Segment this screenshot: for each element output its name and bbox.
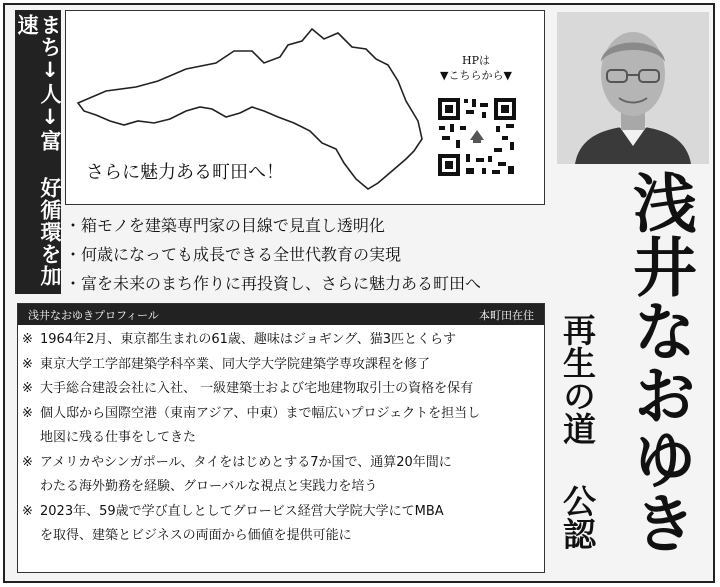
list-item-continuation: わたる海外勤務を経験、グローバルな視点と実践力を培う [40, 479, 378, 494]
reference-mark: ※ [22, 503, 33, 519]
policy-item: ・箱モノを建築専門家の目線で見直し透明化 [65, 216, 385, 235]
qr-code-icon[interactable] [436, 96, 518, 178]
reference-mark: ※ [22, 454, 33, 470]
list-item: ※ 2023年、59歳で学び直しとしてグロービス経営大学院大学にてMBA [22, 500, 540, 525]
profile-list [18, 328, 544, 549]
reference-mark: ※ [22, 332, 33, 347]
map-panel [65, 10, 545, 205]
profile-residence: 本町田在住 [479, 308, 534, 322]
qr-label-line2: ▼こちらから▼ [440, 69, 512, 82]
party-endorsement: 再生の道 公認 [558, 313, 597, 550]
qr-label [435, 53, 517, 83]
list-item: ※ アメリカやシンガポール、タイをはじめとする7か国で、通算20年間に [22, 451, 540, 476]
list-item: ※ 個人邸から国際空港（東南アジア、中東）まで幅広いプロジェクトを担当し [22, 402, 540, 427]
policy-item: ・何歳になっても成長できる全世代教育の実現 [65, 245, 402, 264]
reference-mark: ※ [22, 356, 33, 372]
candidate-name: 浅井なおゆき [622, 170, 696, 554]
candidate-photo [557, 12, 709, 164]
policy-item: ・富を未来のまち作りに再投資し、さらに魅力ある町田へ [65, 274, 482, 293]
list-item: ※ 東京大学工学部建築学科卒業、同大学大学院建築学専攻課程を修了 [22, 353, 540, 378]
reference-mark: ※ [22, 405, 33, 421]
list-item: ※ 1964年2月、東京都生まれの61歳、趣味はジョギング、猫3匹とくらす [22, 328, 540, 353]
list-item-continuation: を取得、建築とビジネスの両面から価値を提供可能に [40, 528, 352, 543]
list-item-continuation: 地図に残る仕事をしてきた [40, 430, 197, 445]
policy-list [65, 211, 481, 298]
list-item: ※ 大手総合建設会社に入社、 一級建築士および宅地建物取引士の資格を保有 [22, 377, 540, 402]
qr-label-line1: HPは [462, 54, 490, 67]
profile-panel [17, 303, 545, 573]
map-caption: さらに魅力ある町田へ！ [86, 162, 284, 183]
reference-mark: ※ [22, 381, 33, 396]
profile-title: 浅井なおゆきプロフィール [28, 308, 159, 322]
profile-header [18, 304, 544, 325]
vertical-slogan: まち↓人↓富 好循環を加速 [15, 10, 61, 294]
